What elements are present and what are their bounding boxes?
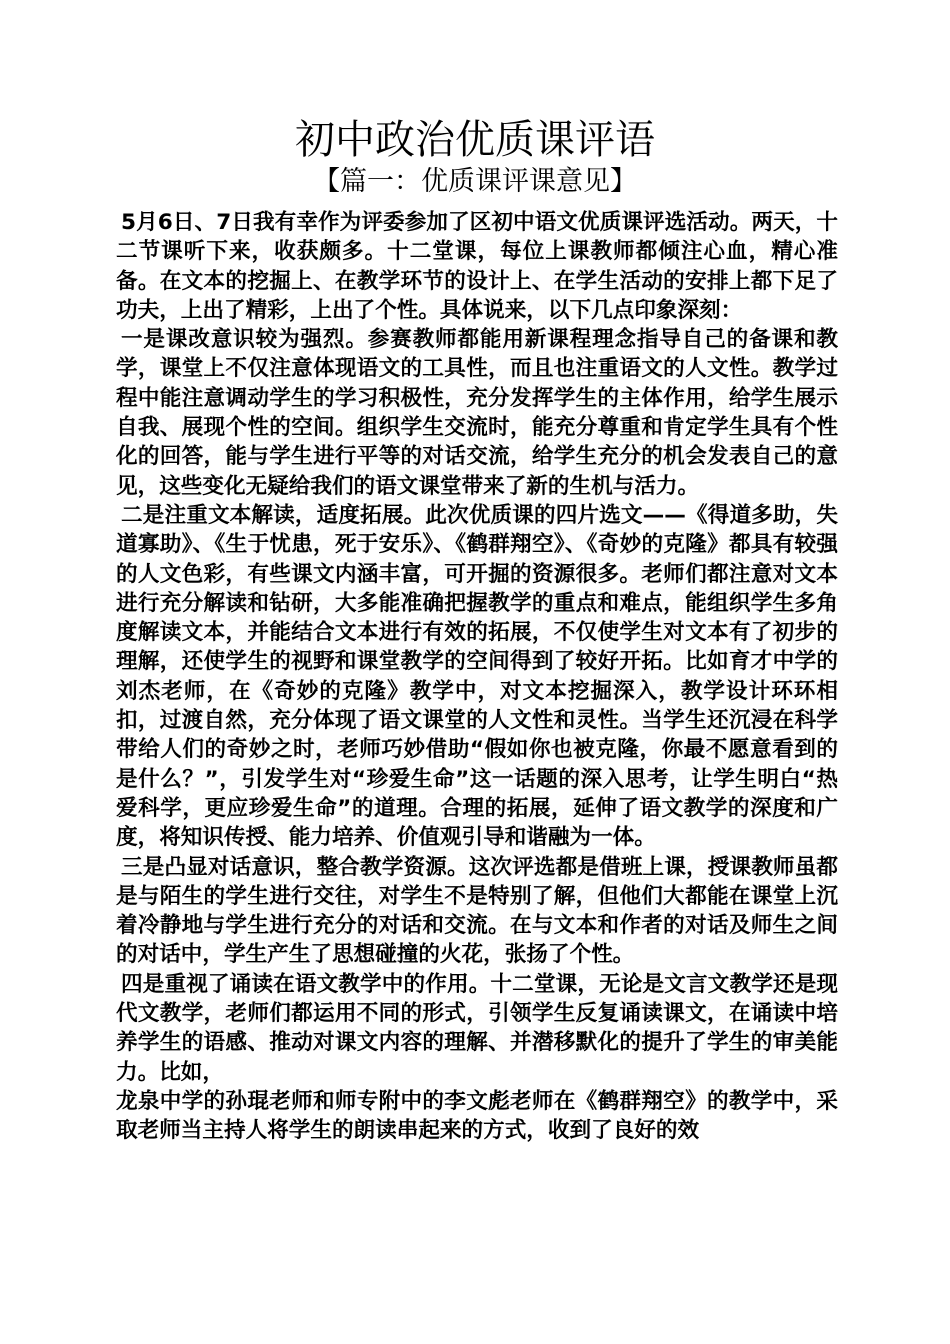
paragraph-point-two: 二是注重文本解读，适度拓展。此次优质课的四片选文——《得道多助，失道寡助》、《生于忧患，死于安乐》、《鹤群翔空》、《奇妙的克隆》都具有较强的人文色彩，有些课文内涵丰富，可开掘的资源很多。老师们都注意对文本进行充分解读和钻研，大多能准确把握教学的重点和难点，能组织学生多角度解读文本，并能结合文本进行有效的拓展，不仅使学生对文本有了初步的理解，还使学生的视野和课堂教学的空间得到了较好开拓。比如育才中学的刘杰老师，在《奇妙的克隆》教学中，对文本挖掘深入，教学设计环环相扣，过渡自然，充分体现了语文课堂的人文性和灵性。当学生还沉浸在科学带给人们的奇妙之时，老师巧妙借助“假如你也被克隆，你最不愿意看到的是什么？”，引发学生对“珍爱生命”这一话题的深入思考，让学生明白“热爱科学，更应珍爱生命”的道理。合理的拓展，延伸了语文教学的深度和广度，将知识传授、能力培养、价值观引导和谐融为一体。 [116, 502, 838, 851]
paragraph-intro: 5月6日、7日我有幸作为评委参加了区初中语文优质课评选活动。两天，十二节课听下来，收获颇多。十二堂课，每位上课教师都倾注心血，精心准备。在文本的挖掘上、在教学环节的设计上、在学生活动的安排上都下足了功夫，上出了精彩，上出了个性。具体说来，以下几点印象深刻： [116, 210, 838, 323]
document-body [116, 208, 838, 1146]
paragraph-point-four: 四是重视了诵读在语文教学中的作用。十二堂课，无论是文言文教学还是现代文教学，老师们都运用不同的形式，引领学生反复诵读课文，在诵读中培养学生的语感、推动对课文内容的理解、并潜移默化的提升了学生的审美能力。比如， [116, 971, 838, 1085]
paragraph-example: 龙泉中学的孙琨老师和师专附中的李文彪老师在《鹤群翔空》的教学中，采取老师当主持人将学生的朗读串起来的方式，收到了良好的效 [116, 1088, 838, 1144]
paragraph-point-one: 一是课改意识较为强烈。参赛教师都能用新课程理念指导自己的备课和教学，课堂上不仅注意体现语文的工具性，而且也注重语文的人文性。教学过程中能注意调动学生的学习积极性，充分发挥学生的主体作用，给学生展示自我、展现个性的空间。组织学生交流时，能充分尊重和肯定学生具有个性化的回答，能与学生进行平等的对话交流，给学生充分的机会发表自己的意见，这些变化无疑给我们的语文课堂带来了新的生机与活力。 [116, 327, 838, 499]
document-title: 初中政治优质课评语 [295, 117, 655, 163]
document-subtitle: 【篇一：优质课评课意见】 [313, 166, 637, 197]
paragraph-point-three: 三是凸显对话意识，整合教学资源。这次评选都是借班上课，授课教师虽都是与陌生的学生进行交往，对学生不是特别了解，但他们大都能在课堂上沉着冷静地与学生进行充分的对话和交流。在与文本和作者的对话及师生之间的对话中，学生产生了思想碰撞的火花，张扬了个性。 [116, 854, 838, 968]
